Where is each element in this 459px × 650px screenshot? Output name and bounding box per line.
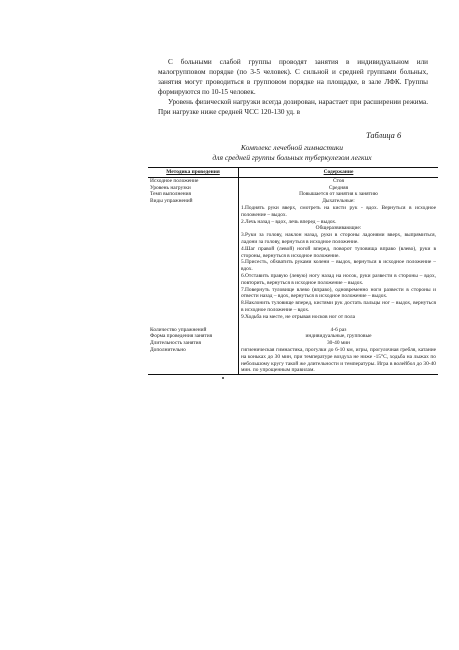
header-method: Методика проведения [148, 168, 239, 178]
table-row [148, 333, 438, 340]
paragraph-load [158, 97, 428, 117]
exercise-item: 8.Наклонить туловище вперед, кистями рук достать пальцы ног – выдох, вернуться в исходное положение – вдох. [241, 300, 436, 313]
row-value: Стоя [333, 177, 344, 184]
row-value: Повышается от занятия к занятию [299, 191, 378, 198]
row-value: 4-6 раз [330, 326, 347, 333]
exercise-list [239, 198, 439, 326]
row-key: Дополнительно [148, 347, 239, 375]
table-row-exercises [148, 198, 438, 326]
exercise-table [148, 167, 438, 375]
table-title-line-1: Комплекс лечебной гимнастики [240, 143, 344, 152]
row-key: Исходное положение [148, 177, 239, 184]
table-row [148, 340, 438, 347]
header-content: Содержание [239, 168, 439, 178]
row-key: Уровень нагрузки [148, 185, 239, 192]
row-key: Темп выполнения [148, 191, 239, 198]
exercise-item: 7.Повернуть туловище влево (вправо), одновременно ноги развести в стороны и отвести назад – вдох, вернуться в исходное положение – выдох. [241, 286, 436, 300]
row-key: Длительность занятия [148, 340, 239, 347]
paragraph-groups-text: С больными слабой группы проводят занятия в индивидуальном или малогрупповом порядке (по 3-5 человек). С сильной и средней группами больных, занятия могут проводиться в групповом порядке на площадке, в зале ЛФК. Группы формируются по 10-15 человек. [158, 58, 428, 96]
exercise-item: 6.Отставить правую (левую) ногу назад на носок, руки развести в стороны – вдох, повторить, вернуться в исходное положение – выдох. [241, 272, 436, 286]
breathing-label: Дыхательные: [322, 198, 355, 205]
table-row [148, 347, 438, 375]
paragraph-groups [158, 57, 428, 97]
exercise-item: 9.Ходьба на месте, не отрывая носков ног от пола [241, 313, 355, 320]
table-label: Таблица 6 [366, 131, 402, 140]
row-key: Виды упражнений [148, 198, 239, 326]
row-value: 30-40 мин [326, 340, 351, 347]
paragraph-load-text: Уровень физической нагрузки всегда дозирован, нарастает при расширении режима. При нагрузке ниже средней ЧСС 120-130 уд. в [158, 98, 428, 116]
exercise-item: 5.Присесть, обхватить руками колени – выдох, вернуться в исходное положение – вдох. [241, 259, 436, 273]
row-key: Количество упражнений [148, 327, 239, 334]
row-value: индивидуальные, групповые [305, 333, 372, 340]
exercise-item: 4.Шаг правой (левой) ногой вперед, поворот туловища вправо (влево), руки в стороны, вернуться в исходное положение. [241, 245, 436, 259]
table-row [148, 327, 438, 334]
exercise-item: 1.Поднять руки вверх, смотреть на кисти рук - вдох. Вернуться в исходное положение – выдох. [241, 204, 436, 218]
row-key: Форма проведения занятия [148, 333, 239, 340]
scan-speck [222, 377, 224, 379]
table-row [148, 185, 438, 192]
row-value: Средняя [328, 184, 349, 191]
exercise-item: 2.Лечь назад – вдох, лечь вперед – выдох. [241, 218, 337, 225]
row-value: гигиеническая гимнастика, прогулки до 6-10 км, игры, прогулочная гребля, катание на коньках до 30 мин, при температуре воздуха не ниже -15°С, ходьба на лыжах по небольшому кругу такой же длительности и температуры. Игра в волейбол до 30-40 мин. по упрощенным правилам. [239, 347, 439, 375]
table-row [148, 177, 438, 184]
general-label: Общеразвивающие: [315, 225, 362, 232]
table-header-row [148, 168, 438, 178]
table-title-line-2: для средней группы больных туберкулезом легких [212, 153, 372, 162]
exercise-item: 3.Руки за голову, наклон назад, руки в стороны ладонями вверх, выпрямиться, ладони за голову, вернуться в исходное положение. [241, 232, 436, 245]
